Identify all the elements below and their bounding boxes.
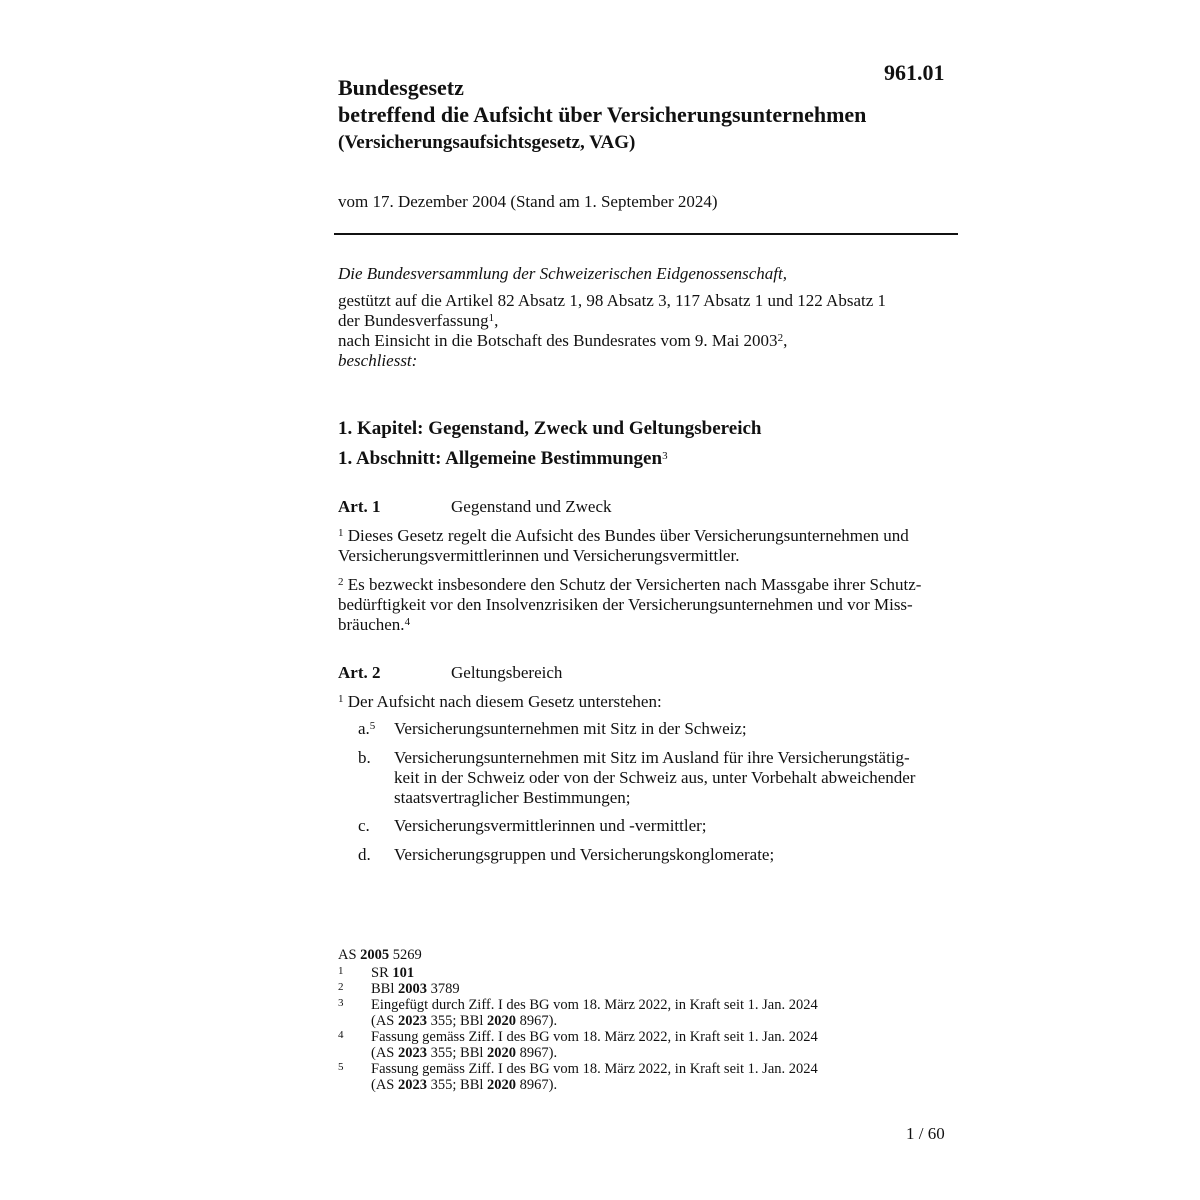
as-year: 2005 <box>360 947 390 963</box>
punctuation: , <box>494 311 499 330</box>
paragraph-text-line: bräuchen. <box>338 615 405 634</box>
article-1-title: Gegenstand und Zweck <box>451 497 612 516</box>
list-text <box>394 748 958 808</box>
title-divider <box>334 233 958 235</box>
list-item-a <box>358 719 958 739</box>
chapter-heading: 1. Kapitel: Gegenstand, Zweck und Geltungsbereich <box>338 418 762 439</box>
preamble-message: nach Einsicht in die Botschaft des Bundesrates vom 9. Mai 2003 <box>338 331 778 350</box>
footnote-part: 2020 <box>487 1077 517 1093</box>
paragraph-text: Dieses Gesetz regelt die Aufsicht des Bundes über Versicherungsunternehmen und Versicherungsvermittlerinnen und Versicherungsvermittler. <box>338 526 909 565</box>
footnote-part: BBl <box>371 981 395 997</box>
footnote-part: SR <box>371 965 389 981</box>
footnotes <box>338 947 958 1093</box>
article-1-paragraph-2 <box>338 575 958 635</box>
footnote-text <box>371 981 958 997</box>
list-text-line: Versicherungsunternehmen mit Sitz im Ausland für ihre Versicherungstätig- <box>394 748 910 767</box>
footnote-part: 8967). <box>519 1077 558 1093</box>
sr-number: 961.01 <box>884 60 945 85</box>
footnote-3 <box>338 997 958 1029</box>
list-text: Versicherungsvermittlerinnen und -vermittler; <box>394 816 707 835</box>
footnote-text <box>371 997 958 1029</box>
footnote-ref-1[interactable]: 1 <box>488 312 495 324</box>
page-total: 60 <box>927 1124 945 1143</box>
footnote-part: 2023 <box>398 1045 427 1061</box>
footnote-ref-5[interactable]: 5 <box>369 720 376 732</box>
footnote-number: 5 <box>338 1061 344 1073</box>
as-page: 5269 <box>392 947 422 963</box>
list-item-c <box>358 816 958 836</box>
footnote-part: 2023 <box>398 1077 427 1093</box>
page-current: 1 <box>906 1124 915 1143</box>
footnote-1 <box>338 965 958 981</box>
list-text-line: staatsvertraglicher Bestimmungen; <box>394 788 631 807</box>
article-1-heading <box>338 497 612 517</box>
paragraph-text-line: Es bezweckt insbesondere den Schutz der Versicherten nach Massgabe ihrer Schutz- <box>347 575 922 594</box>
footnote-number: 3 <box>338 997 344 1009</box>
footnote-part: (AS <box>371 1013 395 1029</box>
footnote-part: Eingefügt durch Ziff. I des BG vom 18. März 2022, in Kraft seit 1. Jan. 2024 <box>371 997 818 1013</box>
list-text: Versicherungsunternehmen mit Sitz in der Schweiz; <box>394 719 747 738</box>
article-1-number: Art. 1 <box>338 497 381 516</box>
paragraph-text-line: bedürftigkeit vor den Insolvenzrisiken der Versicherungsunternehmen und vor Miss- <box>338 595 913 614</box>
paragraph-number: 2 <box>338 576 344 588</box>
section-heading <box>338 448 668 470</box>
footnote-ref-2[interactable]: 2 <box>777 332 784 344</box>
footnote-text <box>371 1061 958 1093</box>
footnote-5 <box>338 1061 958 1093</box>
footnote-part: Fassung gemäss Ziff. I des BG vom 18. März 2022, in Kraft seit 1. Jan. 2024 <box>371 1029 818 1045</box>
footnote-part: 2020 <box>487 1045 517 1061</box>
title-line-2: betreffend die Aufsicht über Versicherungsunternehmen <box>338 102 867 127</box>
paragraph-text: Der Aufsicht nach diesem Gesetz unterstehen: <box>347 692 662 711</box>
footnote-part: 355; BBl <box>430 1045 484 1061</box>
footnote-part: Fassung gemäss Ziff. I des BG vom 18. März 2022, in Kraft seit 1. Jan. 2024 <box>371 1061 818 1077</box>
footnote-part: 355; BBl <box>430 1013 484 1029</box>
footnote-number: 1 <box>338 965 344 977</box>
list-item-d <box>358 845 958 865</box>
document-title <box>338 74 866 158</box>
list-text-line: keit in der Schweiz oder von der Schweiz aus, unter Vorbehalt abweichender <box>394 768 916 787</box>
list-letter <box>358 719 394 739</box>
article-2-title: Geltungsbereich <box>451 663 563 682</box>
article-1-paragraph-1 <box>338 526 958 566</box>
enactment-date: vom 17. Dezember 2004 (Stand am 1. September 2024) <box>338 192 718 211</box>
footnote-part: 2023 <box>398 1013 427 1029</box>
footnote-part: 3789 <box>430 981 460 997</box>
footnote-ref-4[interactable]: 4 <box>404 616 411 628</box>
list-text: Versicherungsgruppen und Versicherungskonglomerate; <box>394 845 775 864</box>
footnote-part: 2020 <box>487 1013 517 1029</box>
footnote-text <box>371 1029 958 1061</box>
footnote-text <box>371 965 958 981</box>
preamble <box>338 264 958 371</box>
footnote-4 <box>338 1029 958 1061</box>
paragraph-number: 1 <box>338 693 344 705</box>
footnote-part: 8967). <box>519 1013 558 1029</box>
article-2-paragraph-1 <box>338 692 958 712</box>
footnote-number: 4 <box>338 1029 344 1041</box>
footnote-part: 101 <box>392 965 415 981</box>
title-line-1: Bundesgesetz <box>338 75 464 100</box>
article-2-heading <box>338 663 562 683</box>
footnote-part: (AS <box>371 1045 395 1061</box>
as-reference <box>338 947 958 963</box>
list-item-b <box>358 748 958 808</box>
list-letter-text: a. <box>358 719 370 738</box>
paragraph-number: 1 <box>338 527 344 539</box>
footnote-2 <box>338 981 958 997</box>
page-number <box>906 1124 945 1144</box>
preamble-decides: beschliesst: <box>338 351 418 370</box>
article-2-number: Art. 2 <box>338 663 381 682</box>
preamble-constitution: der Bundesverfassung <box>338 311 489 330</box>
short-title: (Versicherungsaufsichtsgesetz, VAG) <box>338 132 636 153</box>
list-letter: d. <box>358 845 371 864</box>
as-prefix: AS <box>338 947 357 963</box>
footnote-part: 8967). <box>519 1045 558 1061</box>
preamble-assembly: Die Bundesversammlung der Schweizerischen Eidgenossenschaft, <box>338 264 787 283</box>
footnote-part: (AS <box>371 1077 395 1093</box>
footnote-part: 355; BBl <box>430 1077 484 1093</box>
footnote-ref-3[interactable]: 3 <box>662 450 668 462</box>
page-separator: / <box>918 1124 924 1143</box>
section-heading-text: 1. Abschnitt: Allgemeine Bestimmungen <box>338 448 663 469</box>
list-letter: b. <box>358 748 371 767</box>
footnote-part: 2003 <box>398 981 427 997</box>
list-letter: c. <box>358 816 370 835</box>
footnote-number: 2 <box>338 981 344 993</box>
punctuation: , <box>783 331 788 350</box>
preamble-basis: gestützt auf die Artikel 82 Absatz 1, 98 Absatz 3, 117 Absatz 1 und 122 Absatz 1 <box>338 291 887 310</box>
